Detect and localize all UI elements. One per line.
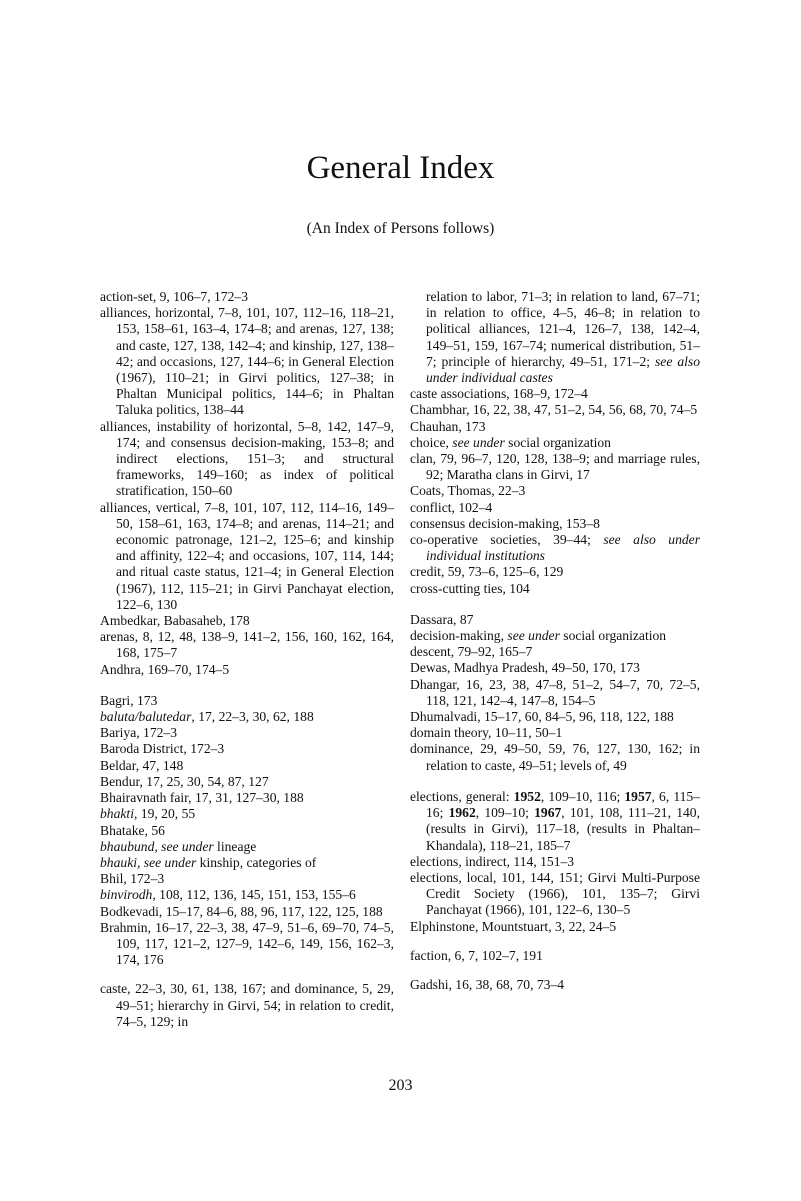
index-entry: Elphinstone, Mountstuart, 3, 22, 24–5 <box>410 918 617 934</box>
index-entry: credit, 59, 73–6, 125–6, 129 <box>410 564 564 580</box>
index-entry: alliances, vertical, 7–8, 101, 107, 112, 114–16, 149–50, 158–61, 163, 174–8; and arenas, 114–21; and economic patronage, 121–2, 125–6; and kinship and affinity, 122–4; and occasions, 107, 114, 144; and ritual caste status, 121–4; in General Election (1967), 112, 115–21; in Girvi Panchayat election, 122–6, 130 <box>100 499 394 612</box>
index-entry: descent, 79–92, 165–7 <box>410 644 533 660</box>
index-entry: co-operative societies, 39–44; see also under individual institutions <box>410 532 701 564</box>
index-entry: bhakti, 19, 20, 55 <box>100 806 196 822</box>
index-entry: Brahmin, 16–17, 22–3, 38, 47–9, 51–6, 69–70, 74–5, 109, 117, 121–2, 127–9, 142–6, 149, 156, 162–3, 174, 176 <box>100 919 394 968</box>
page-number: 203 <box>388 1077 413 1094</box>
index-section-gap <box>100 678 394 693</box>
index-entry: Bagri, 173 <box>100 692 158 708</box>
index-section-gap <box>410 774 700 789</box>
index-section-gap <box>100 968 394 981</box>
index-entry: domain theory, 10–11, 50–1 <box>410 725 563 741</box>
index-entry: Coats, Thomas, 22–3 <box>410 483 526 499</box>
index-entry: relation to labor, 71–3; in relation to land, 67–71; in relation to office, 4–5, 46–8; in relation to political alliances, 121–4, 126–7, 138, 142–4, 149–51, 159, 167–74; numerical distribution, 51–7; principle of hierarchy, 49–51, 171–2; see also under individual castes <box>426 289 700 386</box>
index-entry: Bendur, 17, 25, 30, 54, 87, 127 <box>100 773 269 789</box>
index-entry: consensus decision-making, 153–8 <box>410 515 600 531</box>
index-entry: Gadshi, 16, 38, 68, 70, 73–4 <box>410 976 565 992</box>
index-entry: Dewas, Madhya Pradesh, 49–50, 170, 173 <box>410 660 640 676</box>
index-entry: Bodkevadi, 15–17, 84–6, 88, 96, 117, 122, 125, 188 <box>100 903 383 919</box>
index-section-gap <box>410 597 700 612</box>
index-entry: elections, indirect, 114, 151–3 <box>410 853 575 869</box>
index-entry: Bhairavnath fair, 17, 31, 127–30, 188 <box>100 790 304 806</box>
index-entry: baluta/balutedar, 17, 22–3, 30, 62, 188 <box>100 709 314 725</box>
index-entry: choice, see under social organization <box>410 434 611 450</box>
index-entry: bhauki, see under kinship, categories of <box>100 854 317 870</box>
index-section-gap <box>410 964 700 977</box>
index-entry: caste, 22–3, 30, 61, 138, 167; and dominance, 5, 29, 49–51; hierarchy in Girvi, 54; in relation to credit, 74–5, 129; in <box>100 981 394 1029</box>
index-entry: alliances, horizontal, 7–8, 101, 107, 112–16, 118–21, 153, 158–61, 163–4, 174–8; and arenas, 127, 138; and caste, 127, 138, 142–4; and kinship, 127, 138–42; and occasions, 127, 144–6; in General Election (1967), 110–21; in Girvi politics, 127–38; in Phaltan Municipal politics, 144–6; in Phaltan Taluka politics, 138–44 <box>100 305 394 418</box>
index-entry: dominance, 29, 49–50, 59, 76, 127, 130, 162; in relation to caste, 49–51; levels of, 49 <box>410 741 700 773</box>
index-entry: decision-making, see under social organization <box>410 628 667 644</box>
index-entry: elections, general: 1952, 109–10, 116; 1957, 6, 115–16; 1962, 109–10; 1967, 101, 108, 111–21, 140, (results in Girvi), 117–18, (results in Phaltan–Khandala), 118–21, 185–7 <box>410 788 700 853</box>
index-entry: cross-cutting ties, 104 <box>410 580 530 596</box>
index-column-right <box>410 289 700 993</box>
index-entry: bhaubund, see under lineage <box>100 838 257 854</box>
index-entry: Dassara, 87 <box>410 611 474 627</box>
index-entry: Chambhar, 16, 22, 38, 47, 51–2, 54, 56, 68, 70, 74–5 <box>410 402 698 418</box>
index-entry: Dhangar, 16, 23, 38, 47–8, 51–2, 54–7, 70, 72–5, 118, 121, 142–4, 147–8, 154–5 <box>410 676 700 708</box>
index-entry: caste associations, 168–9, 172–4 <box>410 386 588 402</box>
index-entry: Chauhan, 173 <box>410 418 486 434</box>
index-column-left <box>100 289 394 1030</box>
index-entry: Beldar, 47, 148 <box>100 757 184 773</box>
index-entry: binvirodh, 108, 112, 136, 145, 151, 153, 155–6 <box>100 887 356 903</box>
index-entry: Bhil, 172–3 <box>100 871 165 887</box>
page-title: General Index <box>306 150 495 186</box>
index-entry: Andhra, 169–70, 174–5 <box>100 661 230 677</box>
index-entry: arenas, 8, 12, 48, 138–9, 141–2, 156, 160, 162, 164, 168, 175–7 <box>100 629 394 661</box>
index-entry: faction, 6, 7, 102–7, 191 <box>410 947 543 963</box>
index-entry: Baroda District, 172–3 <box>100 741 225 757</box>
index-entry: elections, local, 101, 144, 151; Girvi Multi-Purpose Credit Society (1966), 101, 135–7; Girvi Panchayat (1966), 101, 122–6, 130–5 <box>410 869 700 918</box>
index-entry: Bhatake, 56 <box>100 822 165 838</box>
index-entry: conflict, 102–4 <box>410 499 493 515</box>
index-entry: Ambedkar, Babasaheb, 178 <box>100 613 250 629</box>
index-entry: action-set, 9, 106–7, 172–3 <box>100 289 248 304</box>
index-entry: Dhumalvadi, 15–17, 60, 84–5, 96, 118, 122, 188 <box>410 709 674 725</box>
index-entry: clan, 79, 96–7, 120, 128, 138–9; and marriage rules, 92; Maratha clans in Girvi, 17 <box>410 451 700 483</box>
index-entry: alliances, instability of horizontal, 5–8, 142, 147–9, 174; and consensus decision-making, 153–8; and indirect elections, 151–3; and structural frameworks, 149–160; as index of political stratification, 150–60 <box>100 418 394 499</box>
page-subtitle: (An Index of Persons follows) <box>306 220 495 237</box>
index-entry: Bariya, 172–3 <box>100 725 178 741</box>
index-section-gap <box>410 935 700 948</box>
